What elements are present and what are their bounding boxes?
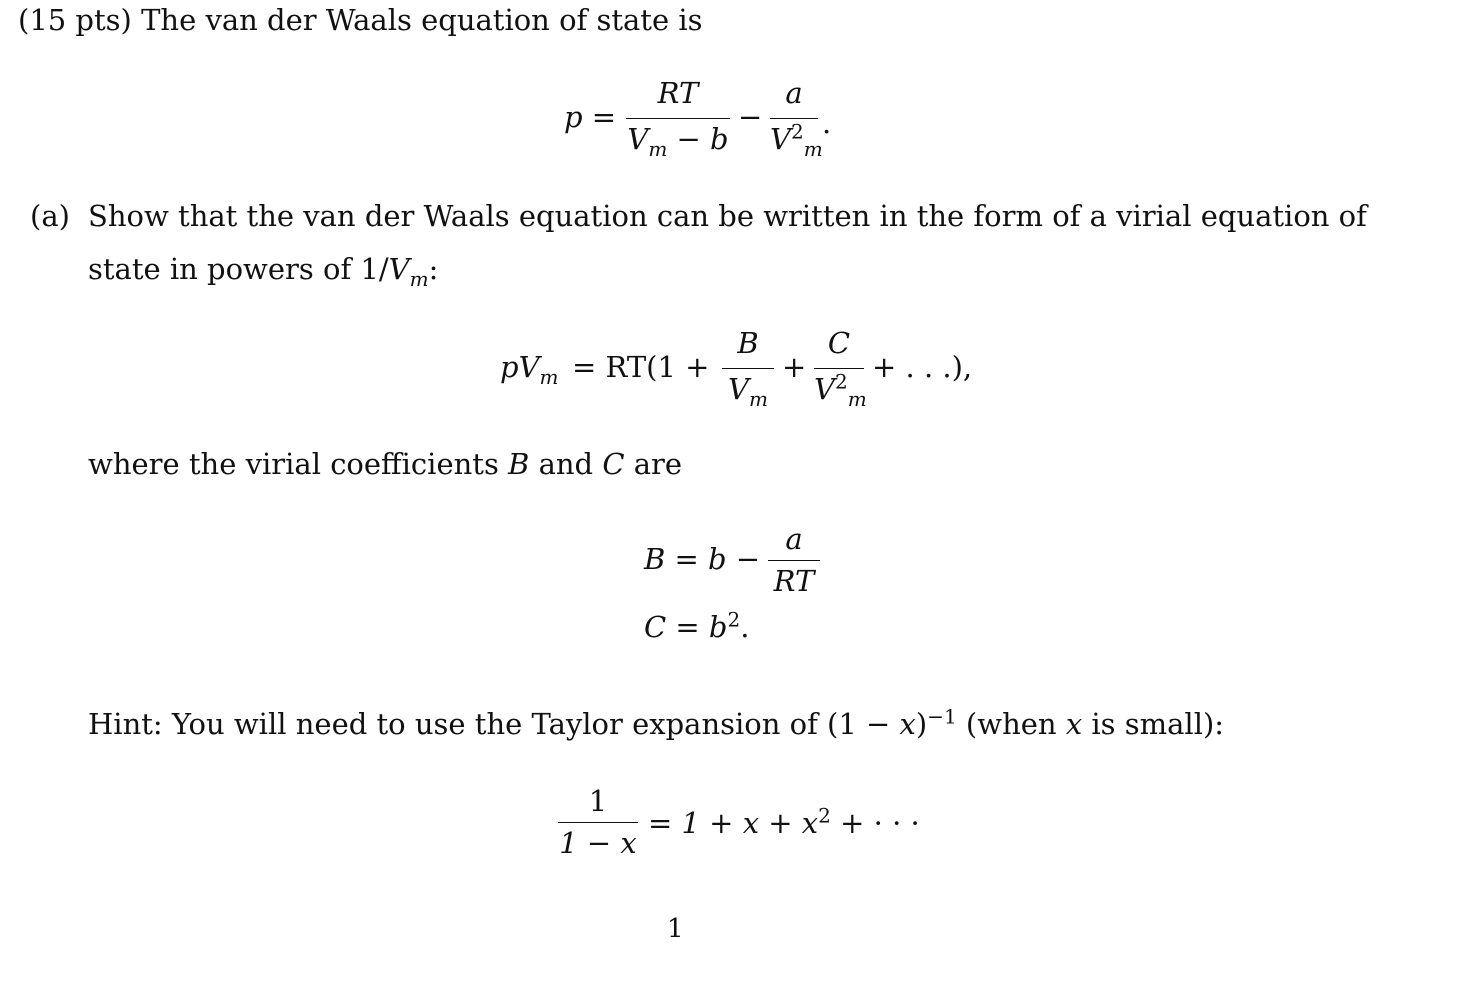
vdw-frac1-denominator: $V_m - b$ <box>627 122 729 161</box>
taylor-denominator: 1 − x <box>559 826 637 860</box>
virial-frac2-numerator: C <box>827 326 851 360</box>
vdw-lhs: p = <box>564 100 617 134</box>
taylor-fraction <box>558 782 638 868</box>
virial-tail: + . . .), <box>872 350 973 384</box>
page-number: 1 <box>667 914 684 944</box>
hint-line: Hint: You will need to use the Taylor expansion of $(1 - x)^{-1}$ (when x is small): <box>88 704 1225 741</box>
eq-B-numerator: a <box>785 522 803 556</box>
taylor-rhs: = $1 + x + x^2$ + · · · <box>648 803 920 840</box>
taylor-numerator: 1 <box>588 784 608 818</box>
vdw-frac1-numerator: RT <box>657 76 699 110</box>
vdw-fraction-1 <box>626 74 730 160</box>
part-a-line2: state in powers of $1/V_m$: <box>88 252 439 291</box>
virial-equation <box>500 318 980 418</box>
coefficient-B-equation <box>644 520 844 606</box>
vdw-minus: − <box>738 100 763 134</box>
eq-B-denominator: RT <box>773 564 815 598</box>
virial-frac1-bar <box>722 368 774 369</box>
virial-frac1-denominator: $V_m$ <box>728 372 768 411</box>
coefficient-C-equation: $C = b^2$. <box>644 607 750 644</box>
virial-plus: + <box>782 350 807 384</box>
vdw-fraction-2 <box>770 74 823 161</box>
vdw-frac1-bar <box>626 118 730 119</box>
where-line: where the virial coefficients B and C are <box>88 447 683 481</box>
eq-B-bar <box>768 560 820 561</box>
eq-B-lhs: B = b − <box>644 542 761 576</box>
part-a-line1: Show that the van der Waals equation can be written in the form of a virial equation of <box>88 199 1367 233</box>
points-label: (15 pts) <box>18 3 132 37</box>
virial-lhs: $pV_m$ <box>500 350 559 389</box>
eq-B-fraction <box>768 520 820 606</box>
intro-line <box>18 2 703 38</box>
taylor-bar <box>558 822 638 823</box>
part-a-label: (a) <box>30 199 70 233</box>
intro-text: The van der Waals equation of state is <box>141 3 703 37</box>
virial-frac1-numerator: B <box>737 326 759 360</box>
vdw-frac2-numerator: a <box>785 76 803 110</box>
vdw-period: . <box>822 106 832 140</box>
taylor-equation <box>556 782 920 868</box>
vdw-equation <box>560 70 860 170</box>
virial-mid: = RT(1 + <box>572 350 710 384</box>
virial-fraction-C <box>814 324 867 411</box>
virial-frac2-denominator: $V^2_m$ <box>814 369 867 411</box>
virial-fraction-B <box>722 324 774 410</box>
vdw-frac2-denominator: $V^2_m$ <box>770 119 823 161</box>
